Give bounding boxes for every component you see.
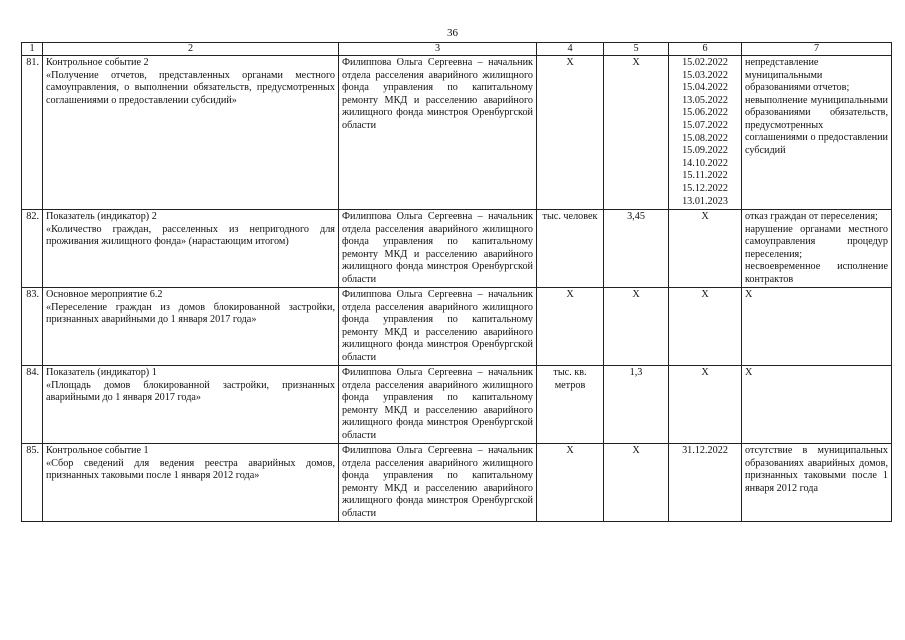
event-cell [43,366,339,444]
date-item: 15.06.2022 [682,107,728,119]
table-row [22,444,892,522]
risk-item: невыполнение муниципальными образованиями обязательств, предусмотренных соглашениями о предоставлении субсидий [745,94,888,156]
unit-cell: X [537,56,604,210]
event-type: Контрольное событие 2 [46,57,149,68]
risks-cell [742,288,892,366]
unit-cell: X [537,288,604,366]
event-type: Показатель (индикатор) 2 [46,211,157,223]
event-cell [43,210,339,288]
responsible-person: Филиппова Ольга Сергеевна – начальник отдела расселения аварийного жилищного фонда управления по капитальному ремонту МКД и расселению аварийного жилищного фонда минстроя Оренбургской области [339,444,537,522]
event-description: «Переселение граждан из домов блокированной застройки, признанных аварийными до 1 января 2017 года» [46,301,335,326]
row-number: 81. [22,56,43,210]
header-row [22,43,892,56]
date-item: X [701,367,709,379]
value-cell: X [604,444,669,522]
risk-item: несвоевременное исполнение контрактов [745,261,888,285]
unit-cell: тыс. кв. метров [537,366,604,444]
risk-item: X [745,367,753,379]
risks-cell [742,56,892,210]
column-header: 5 [604,43,669,56]
event-cell [43,444,339,522]
event-description: «Сбор сведений для ведения реестра аварийных домов, признанных таковыми после 1 января 2012 года» [46,457,335,482]
date-item: 14.10.2022 [682,157,728,169]
table-row [22,288,892,366]
dates-cell [669,288,742,366]
row-number: 85. [22,444,43,522]
responsible-person: Филиппова Ольга Сергеевна – начальник отдела расселения аварийного жилищного фонда управления по капитальному ремонту МКД и расселению аварийного жилищного фонда минстроя Оренбургской области [339,288,537,366]
event-description: «Получение отчетов, представленных органами местного самоуправления, о выполнении обязательств, предусмотренных соглашениями о предоставлении субсидий» [46,69,335,106]
row-number: 83. [22,288,43,366]
event-type: Основное мероприятие 6.2 [46,289,163,301]
event-type: Контрольное событие 1 [46,445,149,457]
table-row [22,210,892,288]
date-item: 15.03.2022 [682,69,728,81]
event-cell [43,288,339,366]
column-header: 6 [669,43,742,56]
risks-cell [742,366,892,444]
event-type: Показатель (индикатор) 1 [46,367,157,379]
risk-item: X [745,289,753,301]
risk-item: отказ граждан от переселения; [745,211,878,223]
responsible-person: Филиппова Ольга Сергеевна – начальник отдела расселения аварийного жилищного фонда управления по капитальному ремонту МКД и расселению аварийного жилищного фонда минстроя Оренбургской области [339,366,537,444]
date-item: 31.12.2022 [682,445,728,457]
row-number: 82. [22,210,43,288]
responsible-person: Филиппова Ольга Сергеевна – начальник отдела расселения аварийного жилищного фонда управления по капитальному ремонту МКД и расселению аварийного жилищного фонда минстроя Оренбургской области [339,210,537,288]
unit-cell: X [537,444,604,522]
risk-item: нарушение органами местного самоуправления процедур переселения; [745,223,888,260]
date-item: X [701,211,709,223]
risks-cell [742,444,892,522]
column-header: 7 [742,43,892,56]
column-header: 2 [43,43,339,56]
column-header: 4 [537,43,604,56]
table-row [22,366,892,444]
row-number: 84. [22,366,43,444]
column-header: 1 [22,43,43,56]
value-cell: X [604,288,669,366]
date-item: 15.07.2022 [682,119,728,131]
event-description: «Количество граждан, расселенных из непригодного для проживания жилищного фонда» (нарастающим итогом) [46,223,335,248]
date-item: 13.01.2023 [682,195,728,207]
date-item: 15.11.2022 [682,170,728,182]
event-cell [43,56,339,210]
value-cell: 3,45 [604,210,669,288]
dates-cell [669,210,742,288]
date-item: 15.08.2022 [682,132,728,144]
date-item: 15.09.2022 [682,145,728,157]
risk-item: отсутствие в муниципальных образованиях аварийных домов, признанных таковыми после 1 января 2012 года [745,445,888,494]
date-item: X [701,289,709,301]
risks-cell [742,210,892,288]
dates-cell [669,56,742,210]
date-item: 15.04.2022 [682,82,728,94]
dates-cell [669,444,742,522]
plan-table [21,42,892,522]
value-cell: X [604,56,669,210]
date-item: 13.05.2022 [682,94,728,106]
risk-item: непредставление муниципальными образованиями отчетов; [745,57,850,93]
responsible-person: Филиппова Ольга Сергеевна – начальник отдела расселения аварийного жилищного фонда управления по капитальному ремонту МКД и расселению аварийного жилищного фонда минстроя Оренбургской области [339,56,537,210]
column-header: 3 [339,43,537,56]
event-description: «Площадь домов блокированной застройки, признанных аварийными до 1 января 2017 года» [46,379,335,404]
page-number: 36 [447,27,458,39]
value-cell: 1,3 [604,366,669,444]
date-item: 15.12.2022 [682,182,728,194]
date-item: 15.02.2022 [682,57,728,68]
unit-cell: тыс. человек [537,210,604,288]
table-row [22,56,892,210]
dates-cell [669,366,742,444]
